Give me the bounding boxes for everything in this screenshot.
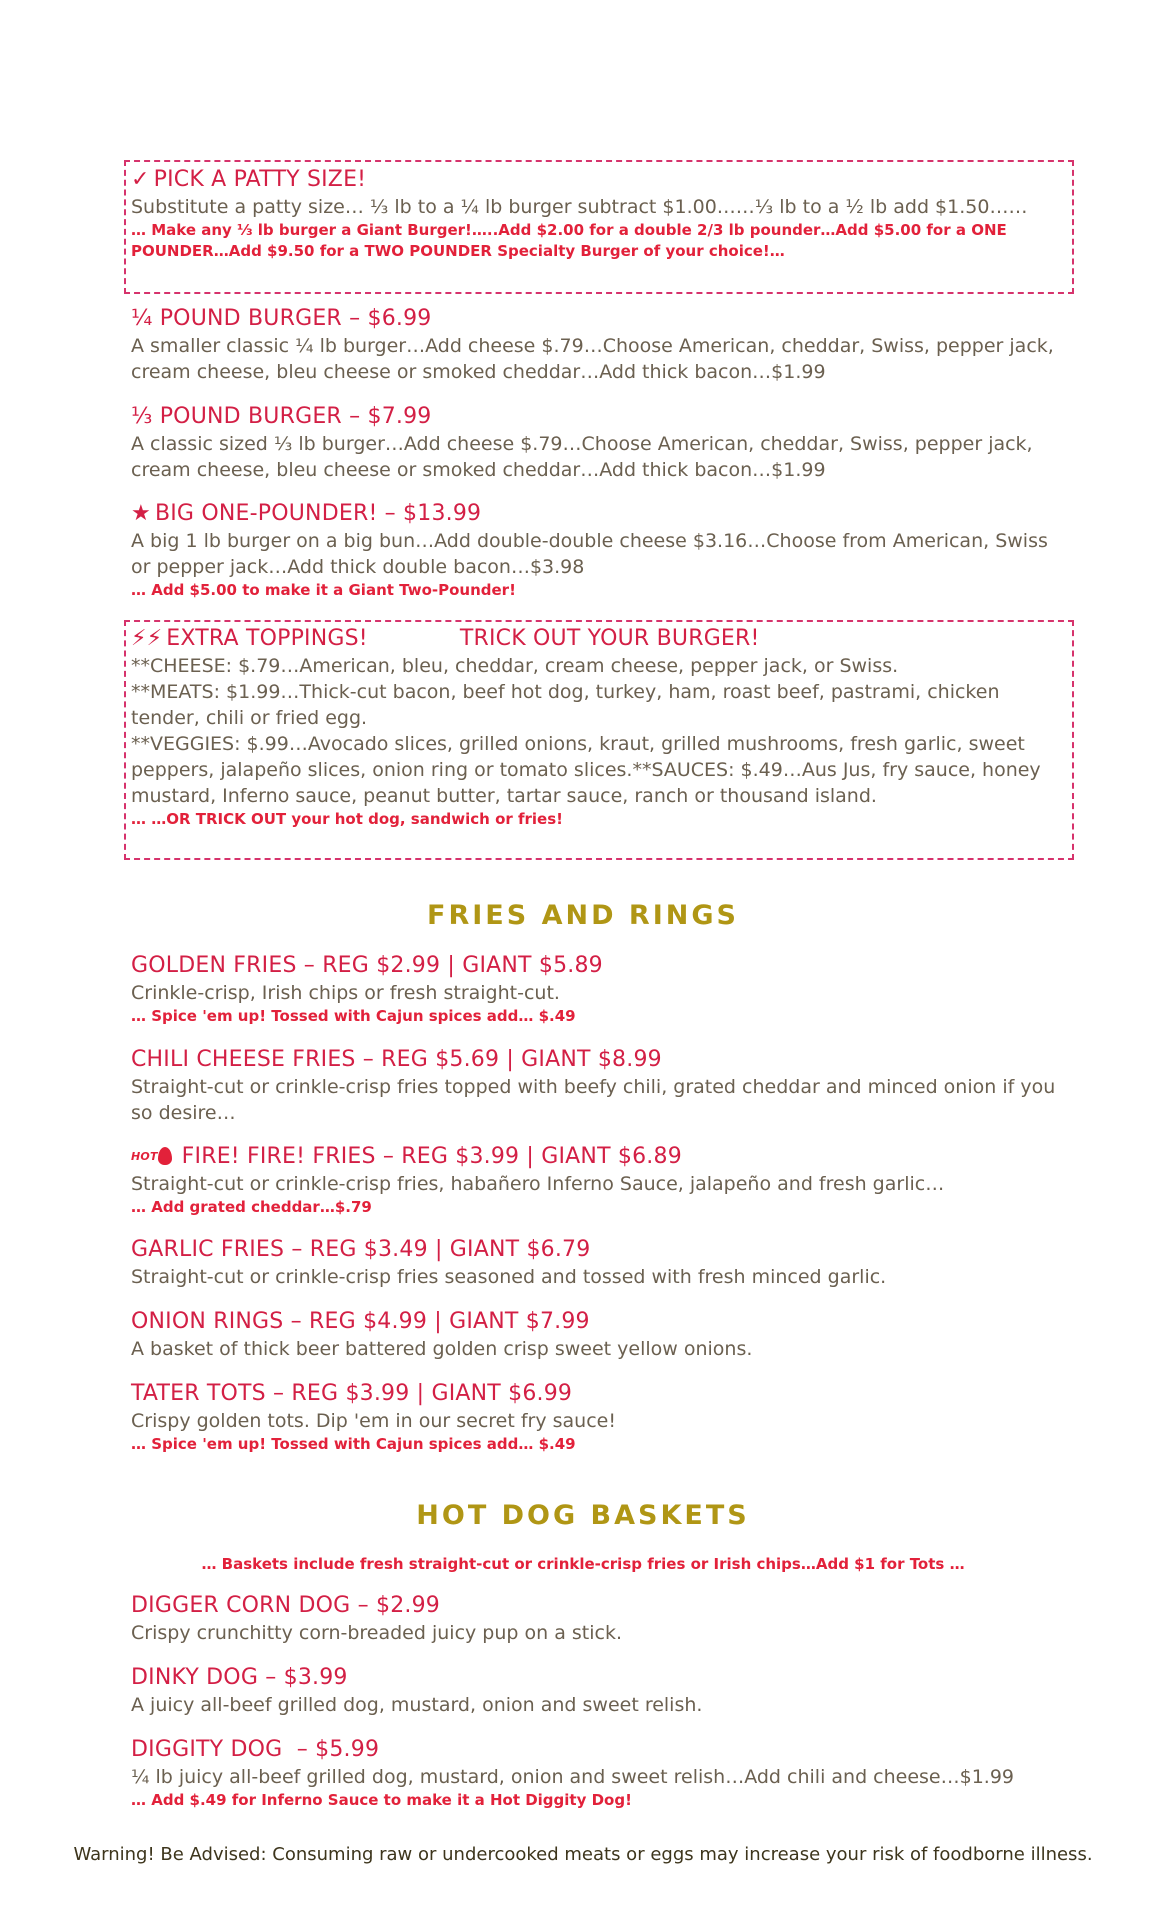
item-description: A basket of thick beer battered golden crisp sweet yellow onions. — [131, 1338, 753, 1360]
toppings-line-cheese: **CHEESE: $.79…American, bleu, cheddar, cream cheese, pepper jack, or Swiss. — [131, 655, 899, 677]
toppings-subtitle: TRICK OUT YOUR BURGER! — [459, 626, 760, 651]
hotdog-heading: HOT DOG BASKETS — [416, 1500, 750, 1531]
item-note: … Add $.49 for Inferno Sauce to make it a Hot Diggity Dog! — [131, 1791, 632, 1809]
star-icon: ★ — [131, 501, 151, 526]
item-title: DIGGER CORN DOG – $2.99 — [131, 1593, 440, 1618]
item-title: HOT FIRE! FIRE! FRIES – REG $3.99 | GIANT $6.89 — [131, 1144, 682, 1169]
patty-size-title: ✓ PICK A PATTY SIZE! — [131, 167, 367, 192]
item-title: CHILI CHEESE FRIES – REG $5.69 | GIANT $8.99 — [131, 1047, 662, 1072]
patty-size-description: Substitute a patty size… ⅓ lb to a ¼ lb burger subtract $1.00……⅓ lb to a ½ lb add $1.50…… — [131, 196, 1028, 218]
item-description: ¼ lb juicy all-beef grilled dog, mustard, onion and sweet relish…Add chili and cheese…$1.99 — [131, 1766, 1015, 1788]
menu-item-golden-fries — [131, 952, 1061, 1027]
checkmark-icon: ✓ — [131, 167, 150, 192]
item-title: TATER TOTS – REG $3.99 | GIANT $6.99 — [131, 1381, 573, 1406]
item-description: A juicy all-beef grilled dog, mustard, onion and sweet relish. — [131, 1694, 703, 1716]
item-description: A classic sized ⅓ lb burger…Add cheese $.79…Choose American, cheddar, Swiss, pepper jack, cream cheese, bleu cheese or smoked cheddar…Add thick bacon…$1.99 — [131, 433, 1033, 481]
item-description: Straight-cut or crinkle-crisp fries seasoned and tossed with fresh minced garlic. — [131, 1266, 887, 1288]
toppings-line-veggies-sauces: **VEGGIES: $.99…Avocado slices, grilled onions, kraut, grilled mushrooms, fresh garlic, sweet peppers, jalapeño slices, onion ring or tomato slices.**SAUCES: $.49…Aus Jus, fry sauce, honey mustard, Inferno sauce, peanut butter, tartar sauce, ranch or thousand island. — [131, 733, 1041, 807]
item-title: ★ BIG ONE-POUNDER! – $13.99 — [131, 501, 482, 526]
menu-item-onion-rings — [131, 1308, 1061, 1362]
item-title: DIGGITY DOG – $5.99 — [131, 1737, 380, 1762]
lightning-icon: ⚡⚡ — [131, 626, 163, 651]
toppings-note: … …OR TRICK OUT your hot dog, sandwich or fries! — [131, 810, 563, 828]
menu-item-diggity-dog — [131, 1736, 1061, 1811]
item-note: … Add $5.00 to make it a Giant Two-Pounder! — [131, 581, 516, 599]
toppings-title: ⚡⚡ EXTRA TOPPINGS! TRICK OUT YOUR BURGER! — [131, 626, 760, 651]
toppings-line-meats: **MEATS: $1.99…Thick-cut bacon, beef hot dog, turkey, ham, roast beef, pastrami, chicken tender, chili or fried egg. — [131, 681, 1000, 729]
patty-size-section — [131, 166, 1061, 262]
menu-item-digger-corn-dog — [131, 1592, 1061, 1646]
item-description: A smaller classic ¼ lb burger…Add cheese $.79…Choose American, cheddar, Swiss, pepper jack, cream cheese, bleu cheese or smoked cheddar…Add thick bacon…$1.99 — [131, 335, 1054, 383]
menu-item-third-pound-burger — [131, 403, 1061, 483]
item-description: Crispy golden tots. Dip 'em in our secret fry sauce! — [131, 1410, 616, 1432]
item-title: ¼ POUND BURGER – $6.99 — [131, 306, 432, 331]
item-title: GARLIC FRIES – REG $3.49 | GIANT $6.79 — [131, 1237, 591, 1262]
item-description: Straight-cut or crinkle-crisp fries, habañero Inferno Sauce, jalapeño and fresh garlic… — [131, 1173, 945, 1195]
fries-heading: FRIES AND RINGS — [427, 900, 739, 931]
food-safety-warning: Warning! Be Advised: Consuming raw or undercooked meats or eggs may increase your risk of foodborne illness. — [73, 1844, 1093, 1865]
hotdog-baskets-note: … Baskets include fresh straight-cut or crinkle-crisp fries or Irish chips…Add $1 for Tots … — [201, 1555, 965, 1573]
menu-item-chili-cheese-fries — [131, 1046, 1061, 1126]
menu-item-dinky-dog — [131, 1664, 1061, 1718]
item-title: ONION RINGS – REG $4.99 | GIANT $7.99 — [131, 1309, 590, 1334]
menu-item-tater-tots — [131, 1380, 1061, 1455]
item-description: Crispy crunchitty corn-breaded juicy pup on a stick. — [131, 1622, 623, 1644]
menu-item-quarter-pound-burger — [131, 305, 1061, 385]
item-note: … Spice 'em up! Tossed with Cajun spices add… $.49 — [131, 1435, 576, 1453]
toppings-section — [131, 625, 1061, 830]
item-description: Crinkle-crisp, Irish chips or fresh straight-cut. — [131, 982, 560, 1004]
menu-item-big-one-pounder — [131, 500, 1061, 601]
menu-item-fire-fries — [131, 1143, 1061, 1218]
hot-flame-icon: HOT — [131, 1143, 178, 1171]
menu-item-garlic-fries — [131, 1236, 1061, 1290]
item-title: ⅓ POUND BURGER – $7.99 — [131, 404, 432, 429]
item-title: DINKY DOG – $3.99 — [131, 1665, 348, 1690]
item-note: … Spice 'em up! Tossed with Cajun spices add… $.49 — [131, 1007, 576, 1025]
patty-size-note: … Make any ⅓ lb burger a Giant Burger!…..Add $2.00 for a double 2/3 lb pounder…Add $5.00 for a ONE POUNDER…Add $9.50 for a TWO POUNDER Specialty Burger of your choice!… — [131, 221, 1007, 260]
item-title: GOLDEN FRIES – REG $2.99 | GIANT $5.89 — [131, 953, 603, 978]
item-note: … Add grated cheddar…$.79 — [131, 1198, 372, 1216]
item-description: Straight-cut or crinkle-crisp fries topped with beefy chili, grated cheddar and minced onion if you so desire… — [131, 1076, 1056, 1124]
item-description: A big 1 lb burger on a big bun…Add double-double cheese $3.16…Choose from American, Swiss or pepper jack…Add thick double bacon…$3.98 — [131, 530, 1048, 578]
